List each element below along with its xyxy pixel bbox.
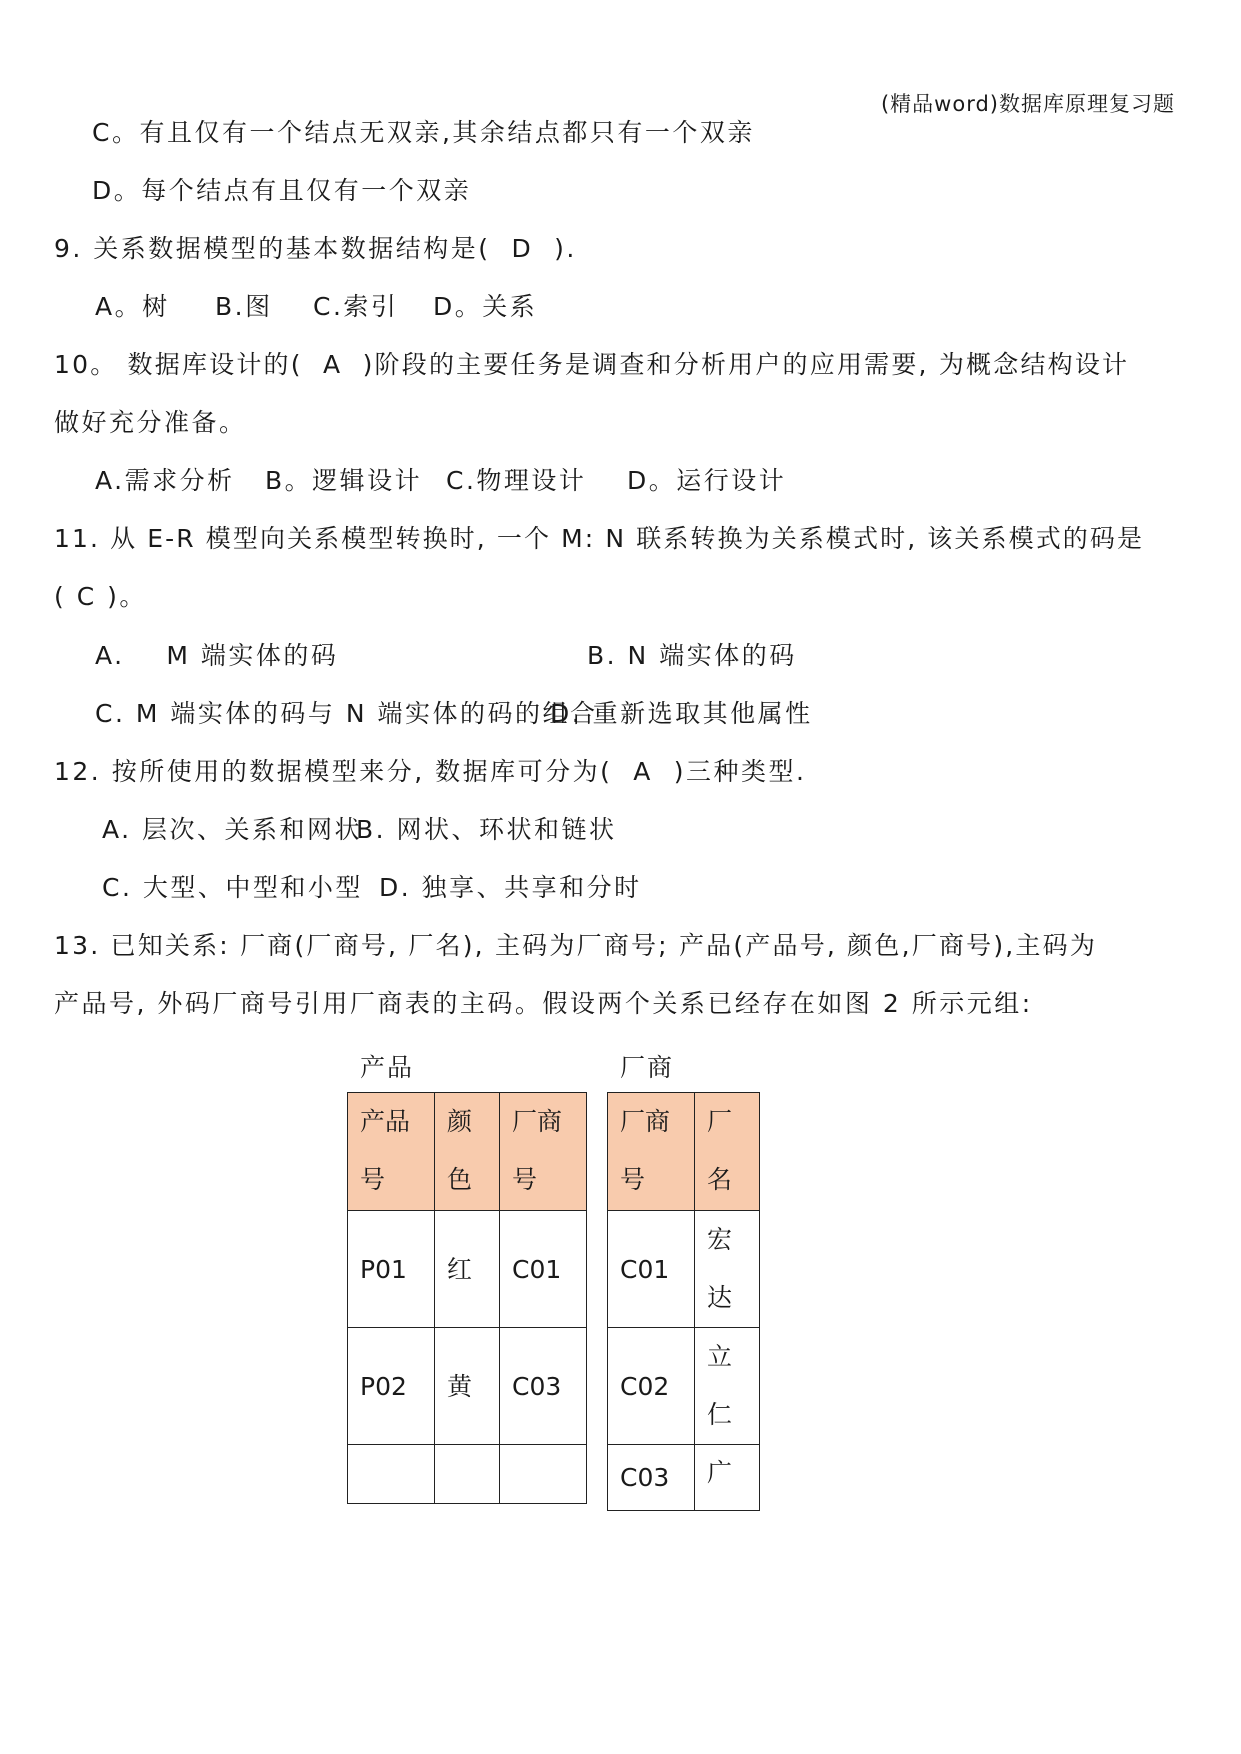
table-header-cell: 产品 号 bbox=[360, 1107, 411, 1194]
table-cell: C02 bbox=[608, 1328, 695, 1445]
table-cell: 广 bbox=[695, 1445, 760, 1511]
question-10-option-d: D。运行设计 bbox=[627, 466, 787, 495]
table-row bbox=[348, 1445, 587, 1504]
table-cell bbox=[500, 1445, 587, 1504]
question-8-option-d: D。每个结点有且仅有一个双亲 bbox=[92, 176, 472, 205]
table-cell bbox=[348, 1445, 435, 1504]
vendor-table bbox=[607, 1092, 760, 1511]
question-9-option-b: B.图 bbox=[215, 292, 273, 321]
question-10-option-a: A.需求分析 bbox=[95, 466, 235, 495]
table-row bbox=[608, 1445, 760, 1511]
table-header-cell: 颜 色 bbox=[447, 1107, 473, 1194]
question-9-text: 9. 关系数据模型的基本数据结构是( D ). bbox=[54, 234, 577, 263]
question-11-text-cont: ( C )。 bbox=[54, 582, 147, 611]
question-12-option-d: D. 独享、共享和分时 bbox=[379, 873, 642, 902]
question-10-option-c: C.物理设计 bbox=[446, 466, 587, 495]
table-row bbox=[608, 1328, 760, 1445]
question-13-text-cont: 产品号, 外码厂商号引用厂商表的主码。假设两个关系已经存在如图 2 所示元组: bbox=[54, 989, 1033, 1018]
table-row bbox=[348, 1328, 587, 1445]
question-11-option-c: C. M 端实体的码与 N 端实体的码的组合 bbox=[95, 699, 598, 728]
table-cell bbox=[435, 1445, 500, 1504]
table-cell: 红 bbox=[435, 1211, 500, 1328]
question-13-text: 13. 已知关系: 厂商(厂商号, 厂名), 主码为厂商号; 产品(产品号, 颜色,厂商号),主码为 bbox=[54, 931, 1098, 960]
question-12-option-b: B. 网状、环状和链状 bbox=[356, 815, 617, 844]
table-header-cell: 厂 名 bbox=[707, 1107, 733, 1194]
question-11-option-b: B. N 端实体的码 bbox=[587, 641, 797, 670]
table-cell: P01 bbox=[348, 1211, 435, 1328]
table-header-row bbox=[608, 1093, 760, 1211]
question-9-option-c: C.索引 bbox=[313, 292, 399, 321]
question-9-option-a: A。树 bbox=[95, 292, 170, 321]
question-8-option-c: C。有且仅有一个结点无双亲,其余结点都只有一个双亲 bbox=[92, 118, 755, 147]
table-row bbox=[608, 1211, 760, 1328]
table-cell: 宏 达 bbox=[707, 1225, 733, 1312]
question-11-option-a: A. M 端实体的码 bbox=[95, 641, 339, 670]
question-10-text: 10。 数据库设计的( A )阶段的主要任务是调查和分析用户的应用需要, 为概念结构设计 bbox=[54, 350, 1130, 379]
table-header-row bbox=[348, 1093, 587, 1211]
table-cell: C03 bbox=[608, 1445, 695, 1511]
product-table-caption: 产品 bbox=[360, 1053, 415, 1082]
vendor-table-caption: 厂商 bbox=[620, 1053, 675, 1082]
table-header-cell: 厂商 号 bbox=[512, 1107, 563, 1194]
question-11-option-d: D. 重新选取其他属性 bbox=[550, 699, 813, 728]
question-10-text-cont: 做好充分准备。 bbox=[54, 408, 247, 437]
question-12-option-c: C. 大型、中型和小型 bbox=[102, 873, 363, 902]
table-cell: C01 bbox=[608, 1211, 695, 1328]
question-12-text: 12. 按所使用的数据模型来分, 数据库可分为( A )三种类型. bbox=[54, 757, 807, 786]
question-11-text: 11. 从 E-R 模型向关系模型转换时, 一个 M: N 联系转换为关系模式时, 该关系模式的码是 bbox=[54, 524, 1145, 553]
table-cell: C03 bbox=[500, 1328, 587, 1445]
table-cell: C01 bbox=[500, 1211, 587, 1328]
question-9-option-d: D。关系 bbox=[433, 292, 538, 321]
question-12-option-a: A. 层次、关系和网状 bbox=[102, 815, 363, 844]
table-row bbox=[348, 1211, 587, 1328]
table-cell: 立 仁 bbox=[707, 1342, 733, 1429]
table-header-cell: 厂商 号 bbox=[620, 1107, 671, 1194]
product-table bbox=[347, 1092, 587, 1504]
table-cell: 黄 bbox=[435, 1328, 500, 1445]
question-10-option-b: B。逻辑设计 bbox=[265, 466, 423, 495]
table-cell: P02 bbox=[348, 1328, 435, 1445]
document-header: (精品word)数据库原理复习题 bbox=[880, 92, 1175, 116]
